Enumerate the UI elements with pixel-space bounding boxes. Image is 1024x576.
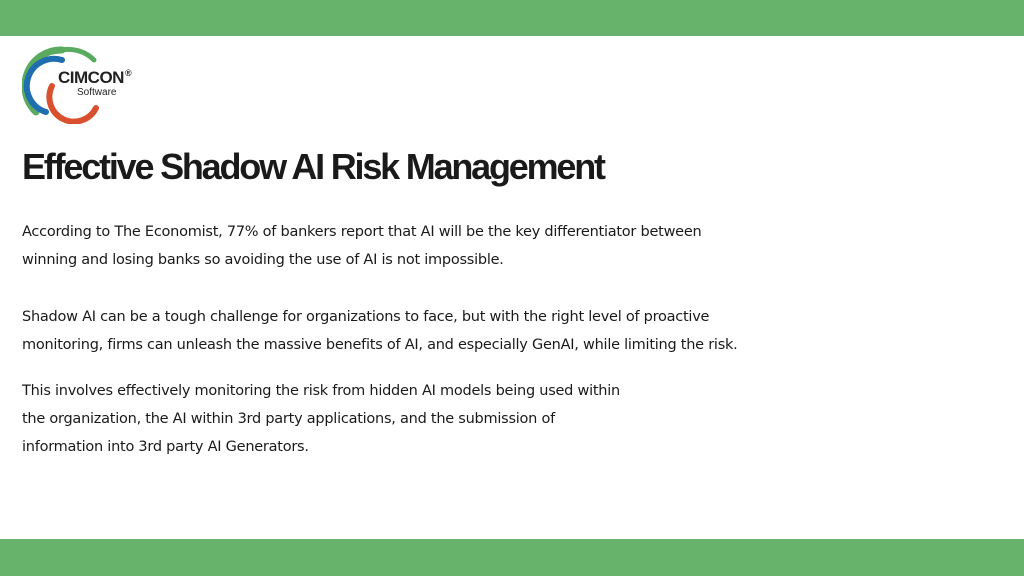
paragraph-line: This involves effectively monitoring the risk from hidden AI models being used within: [22, 383, 620, 399]
cimcon-logo: [22, 46, 142, 124]
paragraph-line: monitoring, firms can unleash the massive benefits of AI, and especially GenAI, while limiting the risk.: [22, 337, 738, 353]
paragraph-monitoring: [22, 377, 620, 461]
paragraph-line: winning and losing banks so avoiding the use of AI is not impossible.: [22, 252, 504, 268]
bottom-accent-bar: [0, 539, 1024, 576]
top-accent-bar: [0, 0, 1024, 36]
logo-subtitle: Software: [77, 87, 117, 98]
logo-wordmark: CIMCON®: [58, 68, 132, 87]
paragraph-shadow-ai: [22, 303, 738, 359]
paragraph-economist: [22, 218, 701, 274]
page-title: Effective Shadow AI Risk Management: [22, 146, 604, 187]
paragraph-line: information into 3rd party AI Generators.: [22, 439, 309, 455]
paragraph-line: Shadow AI can be a tough challenge for organizations to face, but with the right level of proactive: [22, 309, 710, 325]
paragraph-line: According to The Economist, 77% of bankers report that AI will be the key differentiator between: [22, 224, 702, 240]
paragraph-line: the organization, the AI within 3rd party applications, and the submission of: [22, 411, 555, 427]
